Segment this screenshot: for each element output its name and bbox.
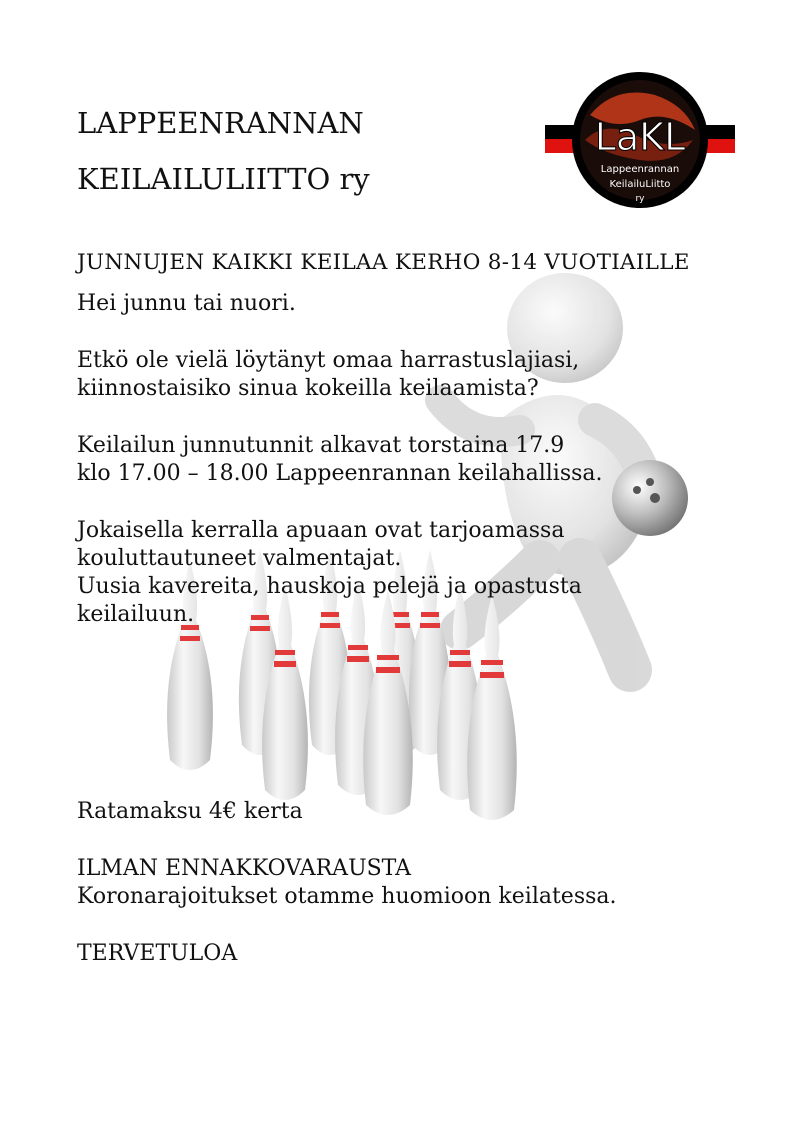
no-reservation: ILMAN ENNAKKOVARAUSTA [77, 856, 412, 881]
lane-fee: Ratamaksu 4€ kerta [77, 799, 303, 824]
intro-line-2: kiinnostaisiko sinua kokeilla keilaamista? [77, 376, 539, 401]
logo-line1: Lappeenrannan [600, 164, 680, 175]
corona-note: Koronarajoitukset otamme huomioon keilatessa. [77, 884, 617, 909]
organization-line1: LAPPEENRANNAN [77, 106, 364, 140]
organization-line2: KEILAILULIITTO ry [77, 162, 370, 196]
greeting: Hei junnu tai nuori. [77, 291, 296, 316]
coaches-line-3: Uusia kavereita, hauskoja pelejä ja opastusta [77, 574, 582, 599]
logo-abbr: LaKL [594, 115, 686, 159]
lakl-logo [545, 70, 735, 210]
schedule-line-1: Keilailun junnutunnit alkavat torstaina 17.9 [77, 433, 565, 458]
logo-line2: KeilailuLiitto [609, 179, 671, 190]
organization-name [77, 95, 370, 207]
coaches-line-1: Jokaisella kerralla apuaan ovat tarjoamassa [77, 518, 565, 543]
logo-line3: ry [635, 194, 645, 204]
coaches-line-4: keilailuun. [77, 602, 195, 627]
schedule-line-2: klo 17.00 – 18.00 Lappeenrannan keilahallissa. [77, 461, 603, 486]
club-heading: JUNNUJEN KAIKKI KEILAA KERHO 8-14 VUOTIAILLE [77, 250, 690, 275]
coaches-line-2: kouluttautuneet valmentajat. [77, 546, 402, 571]
welcome-text: TERVETULOA [77, 941, 238, 966]
intro-line-1: Etkö ole vielä löytänyt omaa harrastuslajiasi, [77, 348, 580, 373]
